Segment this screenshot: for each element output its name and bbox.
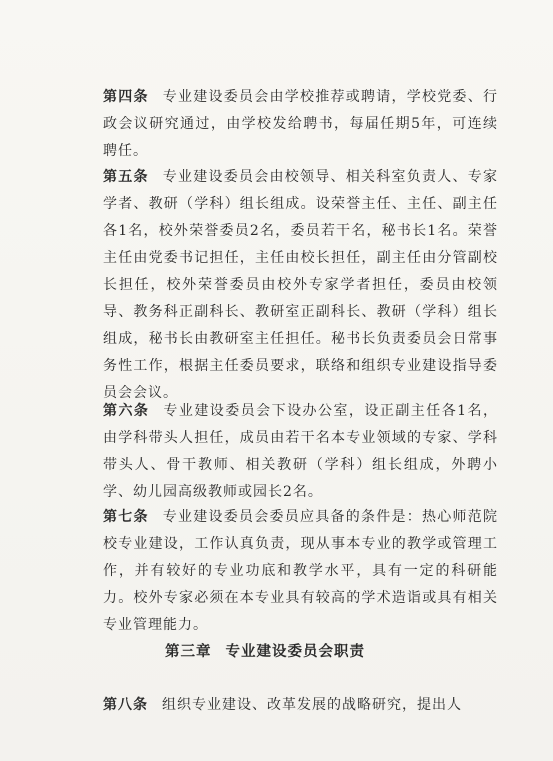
- article-7-text: 专业建设委员会委员应具备的条件是：热心师范院校专业建设，工作认真负责，现从事本专业的教学或管理工作，并有较好的专业功底和教学水平，具有一定的科研能力。校外专家必须在本专业具有较高的学术造诣或具有相关专业管理能力。: [103, 509, 498, 633]
- article-6-paragraph: [103, 398, 498, 506]
- article-5-text: 专业建设委员会由校领导、相关科室负责人、专家学者、教研（学科）组长组成。设荣誉主任、主任、副主任各1名，校外荣誉委员2名，委员若干名，秘书长1名。荣誉主任由党委书记担任，主任由校长担任，副主任由分管副校长担任，校外荣誉委员由校外专家学者担任，委员由校领导、教务科正副科长、教研室正副科长、教研（学科）组长组成，秘书长由教研室主任担任。秘书长负责委员会日常事务性工作，根据主任委员要求，联络和组织专业建设指导委员会会议。: [103, 169, 498, 401]
- article-7-label: 第七条: [103, 509, 149, 525]
- article-4-label: 第四条: [103, 89, 149, 105]
- article-8-text: 组织专业建设、改革发展的战略研究，提出人: [162, 697, 462, 713]
- article-8-paragraph: [103, 692, 498, 719]
- article-6-text: 专业建设委员会下设办公室，设正副主任各1名，由学科带头人担任，成员由若干名本专业领域的专家、学科带头人、骨干教师、相关教研（学科）组长组成，外聘小学、幼儿园高级教师或园长2名。: [103, 403, 499, 500]
- article-5-paragraph: [103, 164, 498, 407]
- article-6-label: 第六条: [103, 403, 150, 419]
- article-8-label: 第八条: [103, 697, 148, 713]
- article-7-paragraph: [103, 504, 498, 639]
- article-5-label: 第五条: [103, 169, 149, 185]
- chapter-heading: [165, 639, 465, 665]
- article-4-text: 专业建设委员会由学校推荐或聘请，学校党委、行政会议研究通过，由学校发给聘书，每届任期5年，可连续聘任。: [103, 89, 498, 159]
- chapter-title: 专业建设委员会职责: [225, 643, 365, 660]
- chapter-number: 第三章: [165, 643, 212, 660]
- article-4-paragraph: [103, 84, 498, 165]
